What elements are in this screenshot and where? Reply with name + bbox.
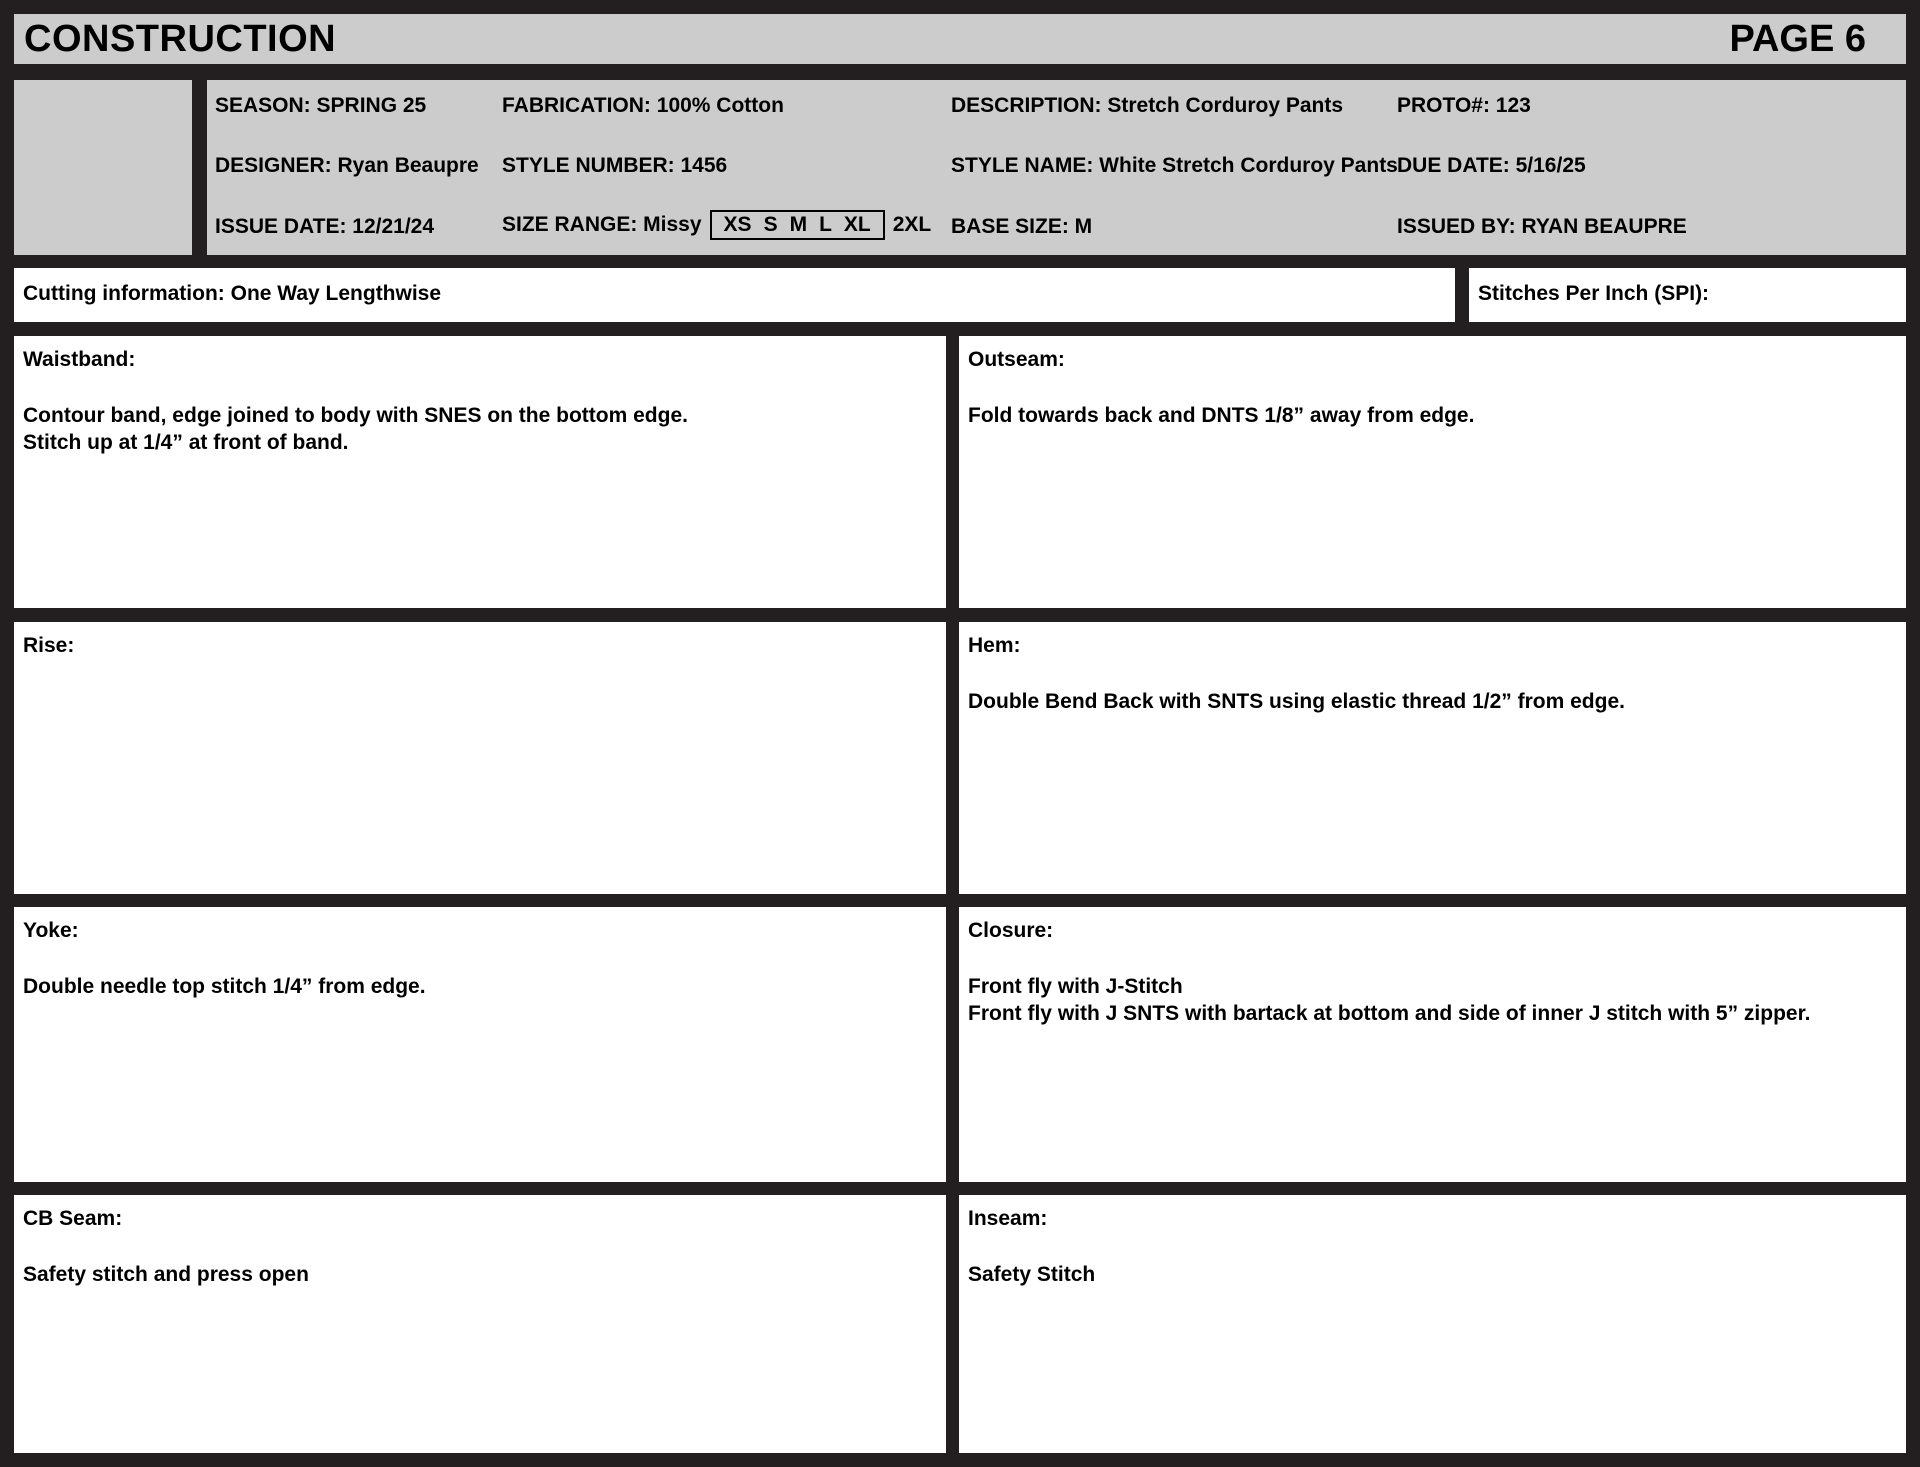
note-line: Contour band, edge joined to body with SNES on the bottom edge. bbox=[23, 404, 688, 427]
size-2xl: 2XL bbox=[892, 213, 932, 236]
cutting-info-label: Cutting information: One Way Lengthwise bbox=[23, 282, 442, 305]
note-line: Safety Stitch bbox=[968, 1263, 1096, 1286]
size-m: M bbox=[789, 213, 808, 236]
section-title: Inseam: bbox=[968, 1207, 1048, 1230]
section-title: Yoke: bbox=[23, 919, 79, 942]
section-notes bbox=[968, 973, 1810, 1027]
logo-placeholder bbox=[14, 80, 192, 255]
style-name-field: STYLE NAME: White Stretch Corduroy Pants bbox=[951, 154, 1398, 177]
section-title: Waistband: bbox=[23, 348, 136, 371]
note-line: Double Bend Back with SNTS using elastic thread 1/2” from edge. bbox=[968, 690, 1625, 713]
fabrication-field: FABRICATION: 100% Cotton bbox=[502, 94, 784, 117]
section-title: Outseam: bbox=[968, 348, 1065, 371]
style-number-field: STYLE NUMBER: 1456 bbox=[502, 154, 728, 177]
section-cb-seam bbox=[14, 1195, 946, 1453]
spi-box bbox=[1469, 268, 1906, 322]
spec-info-panel bbox=[207, 80, 1906, 255]
note-line: Double needle top stitch 1/4” from edge. bbox=[23, 975, 426, 998]
section-inseam bbox=[959, 1195, 1906, 1453]
section-title: Rise: bbox=[23, 634, 75, 657]
size-range-field bbox=[502, 210, 931, 240]
section-notes bbox=[968, 688, 1625, 715]
page-number: PAGE 6 bbox=[1729, 18, 1866, 60]
size-s: S bbox=[763, 213, 778, 236]
size-range-box bbox=[710, 210, 885, 240]
page-title: CONSTRUCTION bbox=[24, 18, 337, 60]
note-line: Front fly with J SNTS with bartack at bottom and side of inner J stitch with 5” zipper. bbox=[968, 1002, 1811, 1025]
size-xs: XS bbox=[723, 213, 752, 236]
section-yoke bbox=[14, 907, 946, 1182]
description-field: DESCRIPTION: Stretch Corduroy Pants bbox=[951, 94, 1344, 117]
section-notes bbox=[968, 402, 1474, 429]
section-outseam bbox=[959, 336, 1906, 608]
due-date-field: DUE DATE: 5/16/25 bbox=[1397, 154, 1586, 177]
section-notes bbox=[23, 973, 426, 1000]
size-range-label: SIZE RANGE: Missy bbox=[502, 213, 702, 236]
section-notes bbox=[968, 1261, 1095, 1288]
section-closure bbox=[959, 907, 1906, 1182]
cutting-info-box bbox=[14, 268, 1455, 322]
note-line: Fold towards back and DNTS 1/8” away from edge. bbox=[968, 404, 1475, 427]
proto-field: PROTO#: 123 bbox=[1397, 94, 1531, 117]
size-xl: XL bbox=[843, 213, 871, 236]
section-title: Hem: bbox=[968, 634, 1021, 657]
title-bar bbox=[14, 14, 1906, 64]
issued-by-field: ISSUED BY: RYAN BEAUPRE bbox=[1397, 215, 1687, 238]
issue-date-field: ISSUE DATE: 12/21/24 bbox=[215, 215, 435, 238]
note-line: Stitch up at 1/4” at front of band. bbox=[23, 431, 349, 454]
section-notes bbox=[23, 402, 688, 456]
section-hem bbox=[959, 622, 1906, 894]
section-waistband bbox=[14, 336, 946, 608]
size-l: L bbox=[819, 213, 832, 236]
base-size-field: BASE SIZE: M bbox=[951, 215, 1093, 238]
section-title: CB Seam: bbox=[23, 1207, 123, 1230]
section-notes bbox=[23, 1261, 309, 1288]
section-rise bbox=[14, 622, 946, 894]
designer-field: DESIGNER: Ryan Beaupre bbox=[215, 154, 479, 177]
season-field: SEASON: SPRING 25 bbox=[215, 94, 427, 117]
spi-label: Stitches Per Inch (SPI): bbox=[1478, 282, 1710, 305]
note-line: Safety stitch and press open bbox=[23, 1263, 309, 1286]
note-line: Front fly with J-Stitch bbox=[968, 975, 1183, 998]
section-title: Closure: bbox=[968, 919, 1054, 942]
